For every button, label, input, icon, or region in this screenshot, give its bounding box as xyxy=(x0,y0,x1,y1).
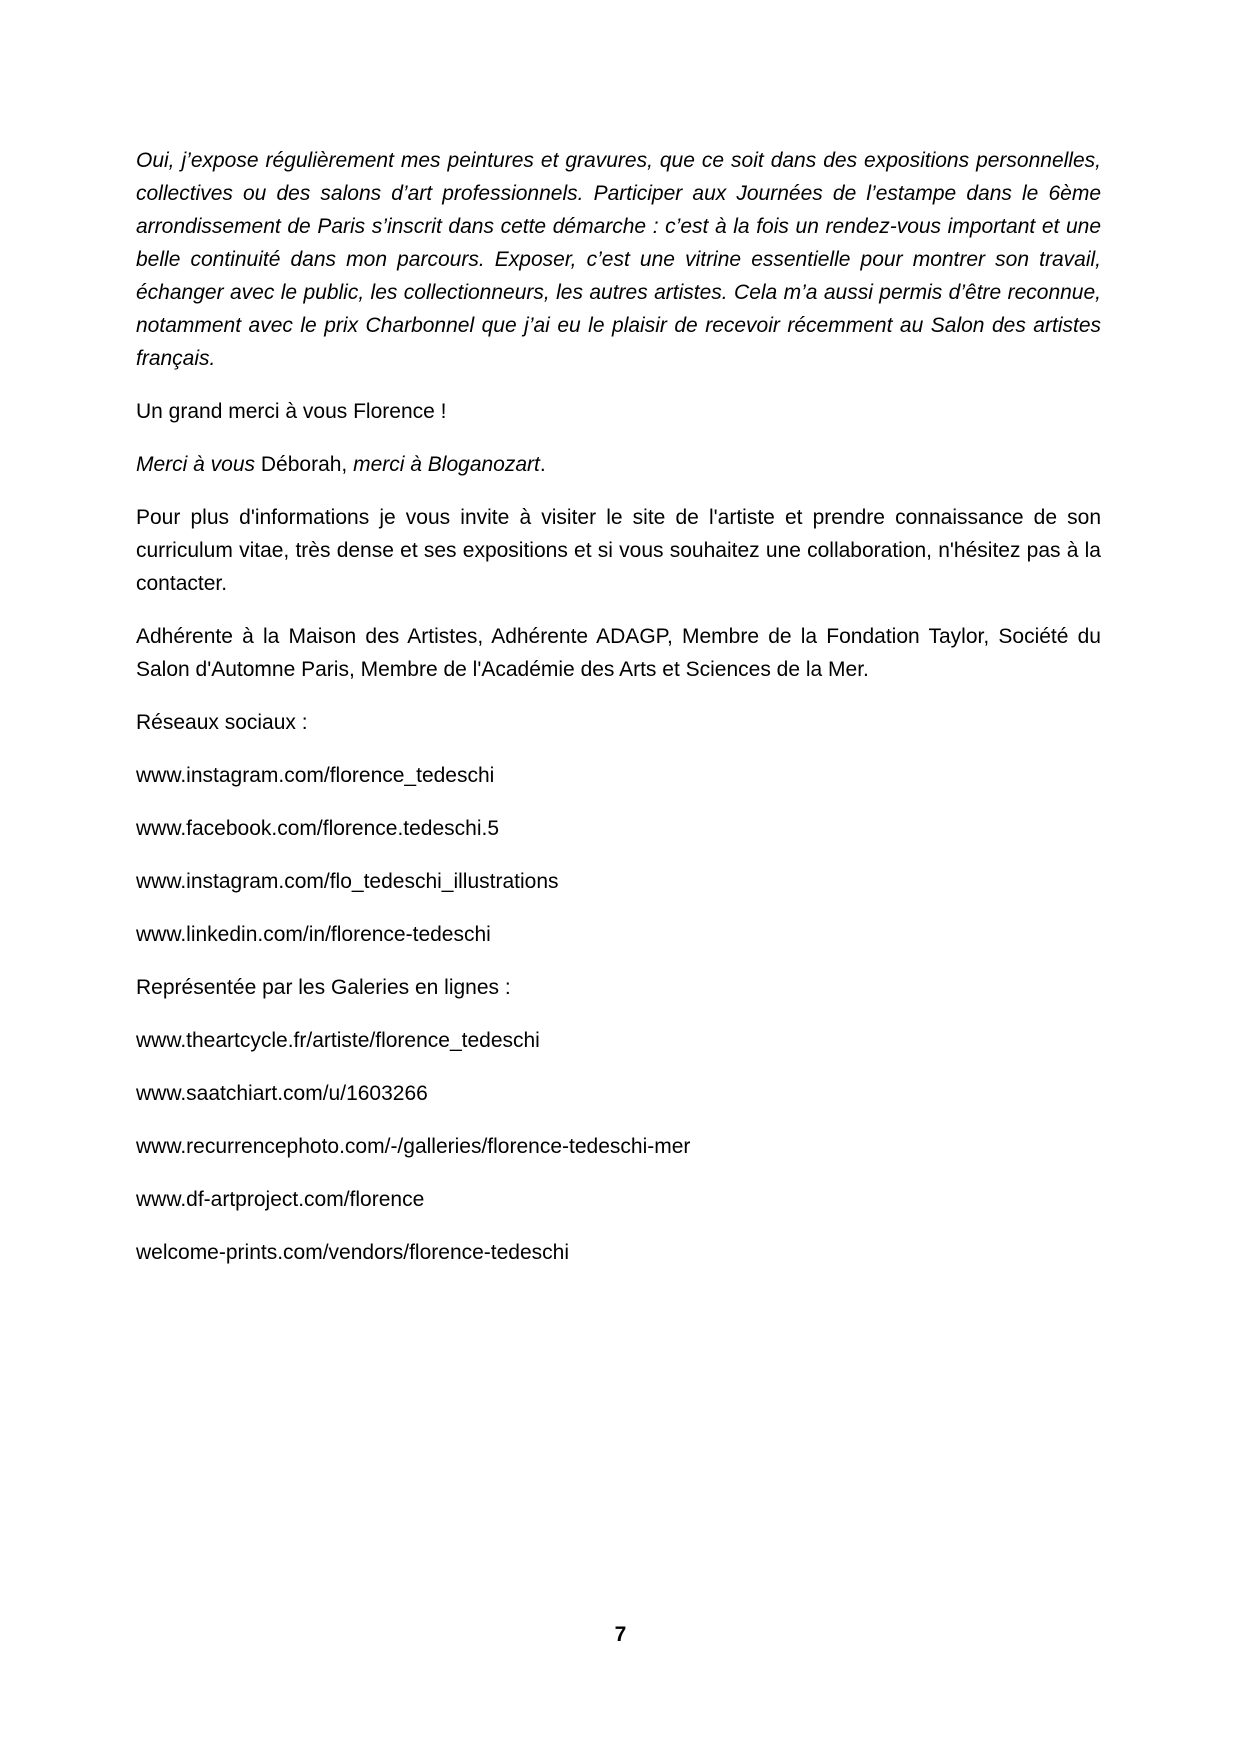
social-link-linkedin: www.linkedin.com/in/florence-tedeschi xyxy=(136,923,491,946)
info-paragraph: Pour plus d'informations je vous invite à visiter le site de l'artiste et prendre connaissance de son curriculum vitae, très dense et ses expositions et si vous souhaitez une collaboration, n'hésitez pas à la contacter. xyxy=(136,506,1101,595)
gallery-link-df-artproject: www.df-artproject.com/florence xyxy=(136,1188,425,1211)
gallery-link-theartcycle: www.theartcycle.fr/artiste/florence_tedeschi xyxy=(136,1029,540,1052)
gallery-link-recurrencephoto: www.recurrencephoto.com/-/galleries/florence-tedeschi-mer xyxy=(136,1135,691,1158)
merci-part-1: Merci à vous xyxy=(136,453,256,476)
merci-part-4: . xyxy=(539,453,546,476)
social-link-instagram-illustrations: www.instagram.com/flo_tedeschi_illustrations xyxy=(136,870,559,893)
merci-line xyxy=(136,448,1101,481)
social-link-instagram: www.instagram.com/florence_tedeschi xyxy=(136,764,495,787)
page-number: 7 xyxy=(614,1623,627,1646)
gallery-link-saatchiart: www.saatchiart.com/u/1603266 xyxy=(136,1082,428,1105)
merci-part-3: merci à Bloganozart xyxy=(353,453,540,476)
thanks-heading: Un grand merci à vous Florence ! xyxy=(136,400,447,423)
memberships-paragraph: Adhérente à la Maison des Artistes, Adhérente ADAGP, Membre de la Fondation Taylor, Société du Salon d'Automne Paris, Membre de l'Académie des Arts et Sciences de la Mer. xyxy=(136,625,1101,681)
merci-part-2: Déborah, xyxy=(255,453,354,476)
intro-paragraph: Oui, j’expose régulièrement mes peintures et gravures, que ce soit dans des expositions personnelles, collectives ou des salons d’art professionnels. Participer aux Journées de l’estampe dans le 6ème arrondissement de Paris s’inscrit dans cette démarche : c’est à la fois un rendez-vous important et une belle continuité dans mon parcours. Exposer, c’est une vitrine essentielle pour montrer son travail, échanger avec le public, les collectionneurs, les autres artistes. Cela m’a aussi permis d’être reconnue, notamment avec le prix Charbonnel que j’ai eu le plaisir de recevoir récemment au Salon des artistes français. xyxy=(136,149,1101,370)
social-link-facebook: www.facebook.com/florence.tedeschi.5 xyxy=(136,817,500,840)
galleries-heading: Représentée par les Galeries en lignes : xyxy=(136,976,511,999)
gallery-link-welcome-prints: welcome-prints.com/vendors/florence-tedeschi xyxy=(136,1241,570,1264)
social-heading: Réseaux sociaux : xyxy=(136,711,308,734)
